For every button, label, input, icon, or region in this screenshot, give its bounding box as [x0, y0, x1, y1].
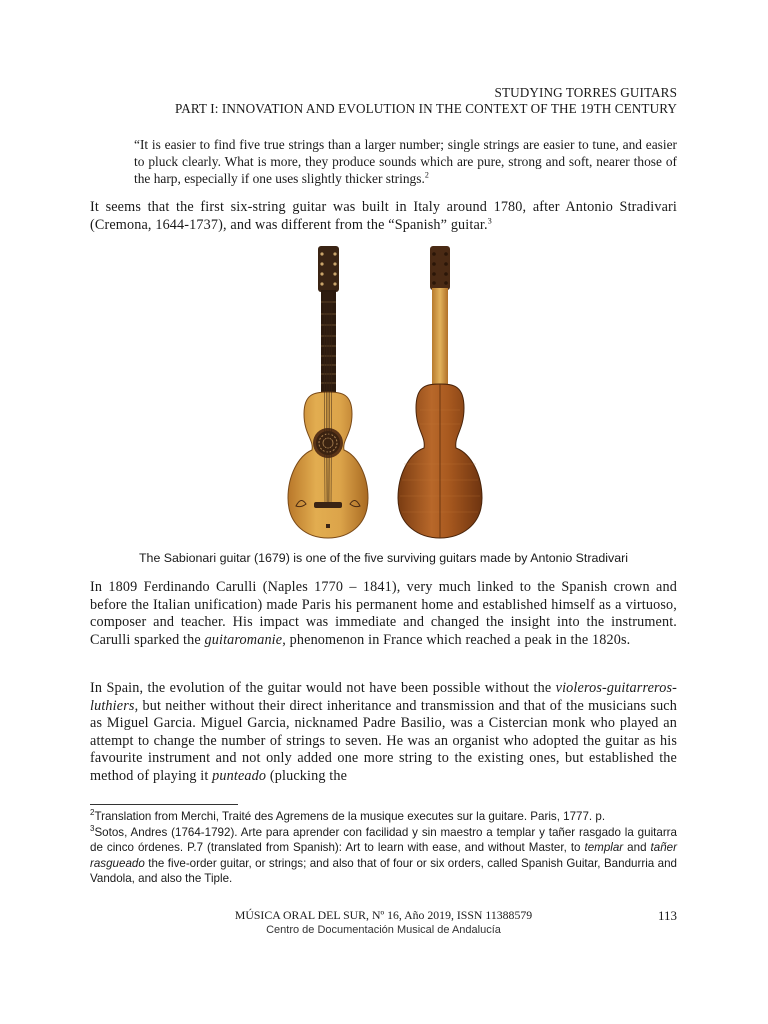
footnote-3-text-b: and [623, 841, 651, 855]
term-violeros: violeros-guitarreros-luthiers [90, 680, 677, 714]
header-title: STUDYING TORRES GUITARS [494, 85, 677, 100]
paragraph-3-text-b: , but neither without their direct inheritance and transmission and that of the musicians such as Miguel Garcia. Miguel Garcia, nicknamed Padre Basilio, was a Cistercian monk who played an attempt to change the number of strings to seven. He was an organist who adopted the guitar as his favourite instrument and not only added one more string to the existing ones, but established the method of playing it [90, 697, 677, 784]
guitar-back-view [398, 246, 482, 538]
guitar-front-view [288, 246, 368, 538]
page-footer [90, 908, 677, 938]
footnote-3-text-c: the five-order guitar, or strings; and also that of four or six orders, called Spanish Guitar, Bandurria and Vandola, and also the Tiple. [90, 856, 677, 886]
block-quote [134, 136, 677, 187]
term-guitaromanie: guitaromanie [204, 631, 283, 648]
header-subtitle: PART I: INNOVATION AND EVOLUTION IN THE CONTEXT OF THE 19TH CENTURY [174, 101, 677, 116]
term-templar: templar [584, 841, 624, 855]
quote-text: “It is easier to find five true strings than a larger number; single strings are easier to tune, and easier to pluck clearly. What is more, they produce sounds which are pure, strong and soft, nearer those of the harp, especially if one uses slightly thicker strings. [134, 137, 677, 186]
term-taner-rasgueado: tañer rasgueado [90, 841, 677, 870]
footnote-3-number: 3 [90, 823, 95, 833]
footnotes [90, 809, 677, 887]
paragraph-2-text-b: , phenomenon in France which reached a peak in the 1820s. [282, 631, 631, 648]
paragraph-2 [90, 579, 677, 649]
paragraph-1 [90, 199, 677, 234]
publisher-name: Centro de Documentación Musical de Andalucía [266, 924, 501, 936]
footnote-2-text: Translation from Merchi, Traité des Agremens de la musique executes sur la guitare. Paris, 1777. p. [94, 810, 606, 823]
paragraph-2-text-a: In 1809 Ferdinando Carulli (Naples 1770 – 1841), very much linked to the Spanish crown and before the Italian unification) made Paris his permanent home and established himself as a virtuoso, composer and teacher. His impact was immediate and changed the insight into the instrument. Carulli sparked the [90, 579, 677, 648]
footnote-3 [90, 825, 677, 887]
journal-info: MÚSICA ORAL DEL SUR, Nº 16, Año 2019, ISSN 11388579 [234, 908, 533, 922]
paragraph-1-text: It seems that the first six-string guitar was built in Italy around 1780, after Antonio Stradivari (Cremona, 1644-1737), and was different from the “Spanish” guitar. [90, 199, 677, 233]
footnote-2 [90, 809, 677, 825]
footnote-ref-2[interactable]: 2 [424, 170, 429, 180]
figure-caption: The Sabionari guitar (1679) is one of the five surviving guitars made by Antonio Stradivari [138, 551, 628, 565]
footnote-divider [90, 804, 238, 805]
stradivari-guitar-photo [280, 244, 490, 542]
term-punteado: punteado [212, 767, 267, 784]
footnote-2-number: 2 [90, 808, 95, 818]
footnote-3-text-a: Sotos, Andres (1764-1792). Arte para aprender con facilidad y sin maestro a templar y tañer rasgado la guitarra de cinco órdenes. P.7 (translated from Spanish): Art to learn with ease, and without Master, to [90, 825, 677, 855]
running-header [175, 85, 677, 117]
footnote-ref-3[interactable]: 3 [487, 215, 492, 225]
paragraph-3-text-a: In Spain, the evolution of the guitar would not have been possible without the [90, 680, 556, 696]
paragraph-3 [90, 680, 677, 786]
page-number: 113 [657, 908, 677, 923]
guitar-figure [280, 244, 490, 542]
paragraph-3-text-c: (plucking the [266, 767, 348, 784]
